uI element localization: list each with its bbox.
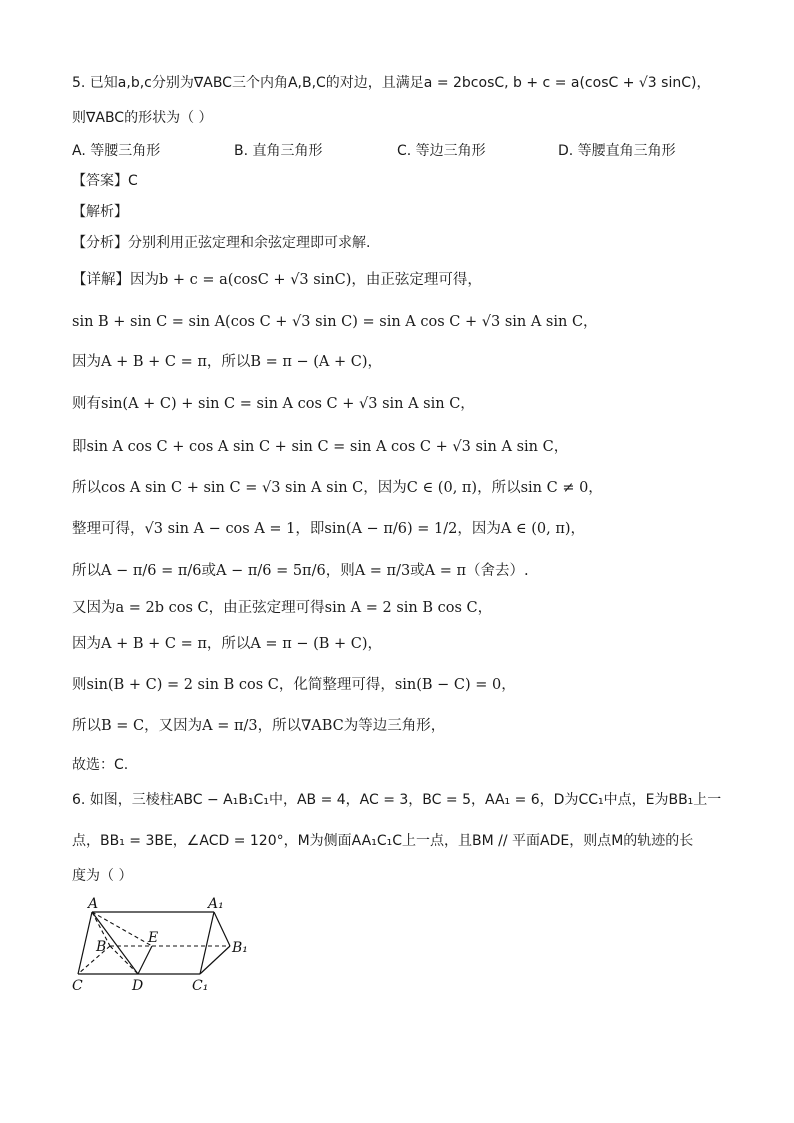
edge-a1-b1 [214,912,230,946]
label-e: E [148,930,159,946]
q5-step-6: 所以cos A sin C + sin C = √3 sin A sin C，因为C ∈ (0, π)，所以sin C ≠ 0， [72,480,603,496]
q5-step-9: 又因为a = 2b cos C，由正弦定理可得sin A = 2 sin B cos C， [72,600,493,616]
q5-step-4: 则有sin(A + C) + sin C = sin A cos C + √3 sin A sin C， [72,396,475,412]
q5-stem-line2: 则∇ABC的形状为（ ） [72,110,213,126]
q5-analysis-intro: 【分析】分别利用正弦定理和余弦定理即可求解. [72,235,371,251]
q5-step-13: 故选：C. [72,757,129,773]
edge-a-c [78,912,92,974]
q5-step-7: 整理可得，√3 sin A − cos A = 1，即sin(A − π/6) = 1/2，因为A ∈ (0, π)， [72,521,586,537]
q5-option-d: D. 等腰直角三角形 [558,143,676,159]
segment-d-e [138,946,152,974]
q5-step-11: 则sin(B + C) = 2 sin B cos C，化简整理可得，sin(B − C) = 0， [72,677,516,693]
q5-step-10: 因为A + B + C = π，所以A = π − (B + C)， [72,636,383,652]
label-b1: B₁ [232,940,248,956]
q5-step-12: 所以B = C，又因为A = π/3，所以∇ABC为等边三角形， [72,718,446,734]
q5-analysis-header: 【解析】 [72,204,128,220]
label-a: A [88,896,99,912]
label-c: C [72,978,83,994]
q5-option-b: B. 直角三角形 [234,143,323,159]
q6-stem-line2: 点，BB₁ = 3BE，∠ACD = 120°，M为侧面AA₁C₁C上一点，且BM // 平面ADE，则点M的轨迹的长 [72,833,694,849]
label-b: B [96,939,107,955]
q5-step-3: 因为A + B + C = π，所以B = π − (A + C)， [72,354,383,370]
label-a1: A₁ [208,896,224,912]
q5-option-c: C. 等边三角形 [397,143,486,159]
q5-option-a: A. 等腰三角形 [72,143,161,159]
q5-step-8: 所以A − π/6 = π/6或A − π/6 = 5π/6，则A = π/3或A = π（舍去）. [72,563,529,579]
q5-answer: 【答案】C [72,173,138,189]
edge-b1-c1 [200,946,230,974]
prism-figure [68,896,268,996]
q5-step-5: 即sin A cos C + cos A sin C + sin C = sin A cos C + √3 sin A sin C， [72,439,569,455]
q6-stem-line1: 6. 如图，三棱柱ABC − A₁B₁C₁中，AB = 4，AC = 3，BC = 5，AA₁ = 6，D为CC₁中点，E为BB₁上一 [72,792,722,808]
hidden-segment-b-d [110,946,138,974]
label-d: D [132,978,144,994]
q6-stem-line3: 度为（ ） [72,868,133,884]
edge-a1-c1 [200,912,214,974]
label-c1: C₁ [192,978,209,994]
q5-step-1: 【详解】因为b + c = a(cosC + √3 sinC)，由正弦定理可得， [72,272,482,288]
q5-step-2: sin B + sin C = sin A(cos C + √3 sin C) = sin A cos C + √3 sin A sin C， [72,314,598,330]
q5-stem-line1: 5. 已知a,b,c分别为∇ABC三个内角A,B,C的对边，且满足a = 2bcosC, b + c = a(cosC + √3 sinC)， [72,75,711,91]
